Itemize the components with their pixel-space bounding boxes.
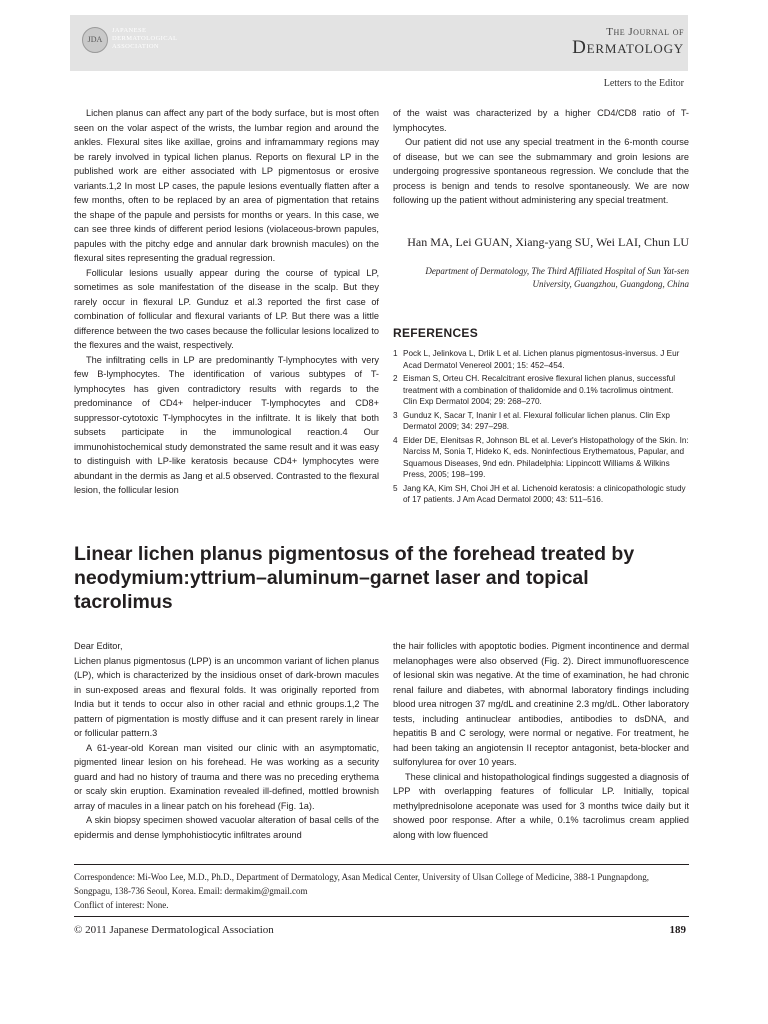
paragraph: Follicular lesions usually appear during the course of typical LP, sometimes as sole manifestation of the disease in the scalp. But they rarely occur in flexural LP. Gunduz et al.3 reported the first case of combination of follicular and flexural variants of LP. But there was a little difference between the two cases because the follicular lesions localized to the flexures and the waist, respectively. <box>74 267 379 350</box>
reference-item: 4 Elder DE, Elenitsas R, Johnson BL et al. Lever's Histopathology of the Skin. In: Narciss M, Sonia T, Hideko K, eds. Noninfectious Erythematous, Papular, and Squamous Diseases, 9nd edn. Philadelphia: Lippincott Williams & Wilkins Press, 2005; 198–199. <box>393 435 689 479</box>
association-logo <box>82 27 178 55</box>
journal-title-line2: Dermatology <box>572 37 684 58</box>
reference-item: 1 Pock L, Jelinkova L, Drlik L et al. Lichen planus pigmentosus-inversus. J Eur Acad Dermatol Venereol 2001; 15: 452–454. <box>393 349 680 370</box>
footer-divider <box>74 916 689 917</box>
paragraph: of the waist was characterized by a higher CD4/CD8 ratio of T-lymphocytes. <box>393 108 689 133</box>
paragraph: The infiltrating cells in LP are predominantly T-lymphocytes with very few B-lymphocytes. The identification of various subtypes of T-lymphocytes has given contradictory results with regards to the predominance of CD4+ helper-inducer T-lymphocytes and CD8+ suppressor-cytotoxic T-lymphocytes in the infiltrate. It is likely that both subsets participate in the immunological reaction.4 Our immunohistochemical study demonstrated the same result and it was easy to distinguish with LP-like keratosis because CD4+ lymphocytes were abundant in the dermis as Jang et al.5 observed. Contrasted to the flexural lesion, the follicular lesion <box>74 354 379 495</box>
footnote-divider <box>74 864 689 865</box>
association-name: JAPANESE DERMATOLOGICAL ASSOCIATION <box>112 27 178 50</box>
correspondence-address: Correspondence: Mi-Woo Lee, M.D., Ph.D., Department of Dermatology, Asan Medical Center, University of Ulsan College of Medicine, 388-1 Pungnapdong, Songpagu, 138-736 Seoul, Korea. Email: dermakim@gmail.com <box>74 872 649 896</box>
salutation: Dear Editor, <box>74 641 123 651</box>
paragraph: the hair follicles with apoptotic bodies. Pigment incontinence and dermal melanophages were also observed (Fig. 2). Direct immunofluorescence of lesional skin was negative. At the time of examination, he had chronic renal failure and diabetes, with abnormal laboratory findings including blood urea nitrogen 37 mg/dL and creatinine 2.3 mg/dL. Other laboratory tests, including antinuclear antibodies, antibodies to dsDNA, and hepatitis B and C serology, were normal or negative. For treatment, he had been taking an angiotensin II receptor antagonist, beta-blocker and sulfonylurea for over 10 years. <box>393 641 689 767</box>
section-label: Letters to the Editor <box>603 78 684 89</box>
reference-item: 2 Eisman S, Orteu CH. Recalcitrant erosive flexural lichen planus, successful treatment with a combination of thalidomide and 0.1% tacrolimus ointment. Clin Exp Dermatol 2004; 29: 268–270. <box>393 374 676 406</box>
paragraph: Our patient did not use any special treatment in the 6-month course of disease, but we can see the submammary and groin lesions are undergoing progressive spontaneous regression. We conclude that the process is benign and tends to resolve spontaneously. We are now following up the patient without administering any special treatment. <box>393 137 689 205</box>
author-affiliation: Department of Dermatology, The Third Affiliated Hospital of Sun Yat-sen University, Guangzhou, Guangdong, China <box>425 266 689 289</box>
article-title: Linear lichen planus pigmentosus of the forehead treated by neodymium:yttrium–aluminum–garnet laser and topical tacrolimus <box>74 543 635 613</box>
paragraph: A skin biopsy specimen showed vacuolar alteration of basal cells of the epidermis and dense lymphohistiocytic infiltrates around <box>74 815 379 840</box>
letter2-column-right <box>393 639 689 842</box>
letter1-column-right <box>393 106 689 208</box>
reference-list <box>393 348 689 508</box>
association-seal-icon: JDA <box>82 27 108 53</box>
paragraph: Lichen planus can affect any part of the body surface, but is most often seen on the volar aspect of the wrists, the lumbar region and around the ankles. Flexural sites like axillae, groins and inframammary regions may be rarely involved in typical lichen planus. Reports on flexural LP in the published work are either associated with LP pigmentosus or erosive variants.1,2 In most LP cases, the papule lesions eventually flatten after a few months, often to be replaced by an area of pigmentation that retains the shape of the papule and persists for months or years. In this case, we can see three kinds of different period lesions (violaceous-brown papules, papules with the pitchy edge and annular dark brownish macules) on the flexural sites representing the gradual regression. <box>74 108 379 263</box>
journal-title-line1: The Journal of <box>606 26 684 38</box>
paragraph: Lichen planus pigmentosus (LPP) is an uncommon variant of lichen planus (LP), which is characterized by the insidious onset of dark-brown macules in sun-exposed areas and flexural folds. It was originally reported from India but it tends to occur also in other racial and ethnic groups.1,2 The pattern of pigmentation is mostly diffuse and it can present rarely in linear or follicular pattern.3 <box>74 655 379 738</box>
references-heading: REFERENCES <box>393 326 479 340</box>
paragraph: These clinical and histopathological findings suggested a diagnosis of LPP with overlapping features of follicular LP. Initially, topical methylprednisolone aceponate was used for 3 months twice daily but it showed poor response. After a while, 0.1% tacrolimus cream applied along with low fluenced <box>393 771 689 840</box>
author-list: Han MA, Lei GUAN, Xiang-yang SU, Wei LAI, Chun LU <box>407 235 689 249</box>
paragraph: A 61-year-old Korean man visited our clinic with an asymptomatic, pigmented linear lesion on his forehead. He was working as a security guard and had no history of trauma and there was no preceding erythema or scaly skin eruption. Examination revealed ill-defined, mottled brownish array of macules in a linear patch on his forehead (Fig. 1a). <box>74 742 379 811</box>
letter1-column-left <box>74 106 379 498</box>
page-number: 189 <box>669 924 686 936</box>
reference-item: 3 Gunduz K, Sacar T, Inanir I et al. Flexural follicular lichen planus. Clin Exp Dermatol 2009; 34: 297–298. <box>393 410 670 431</box>
conflict-of-interest: Conflict of interest: None. <box>74 900 169 910</box>
copyright-notice: © 2011 Japanese Dermatological Association <box>74 924 274 936</box>
letter2-column-left <box>74 639 379 842</box>
reference-item: 5 Jang KA, Kim SH, Choi JH et al. Lichenoid keratosis: a clinicopathologic study of 17 patients. J Am Acad Dermatol 2000; 43: 511–516. <box>393 483 686 504</box>
correspondence-note <box>74 870 689 912</box>
